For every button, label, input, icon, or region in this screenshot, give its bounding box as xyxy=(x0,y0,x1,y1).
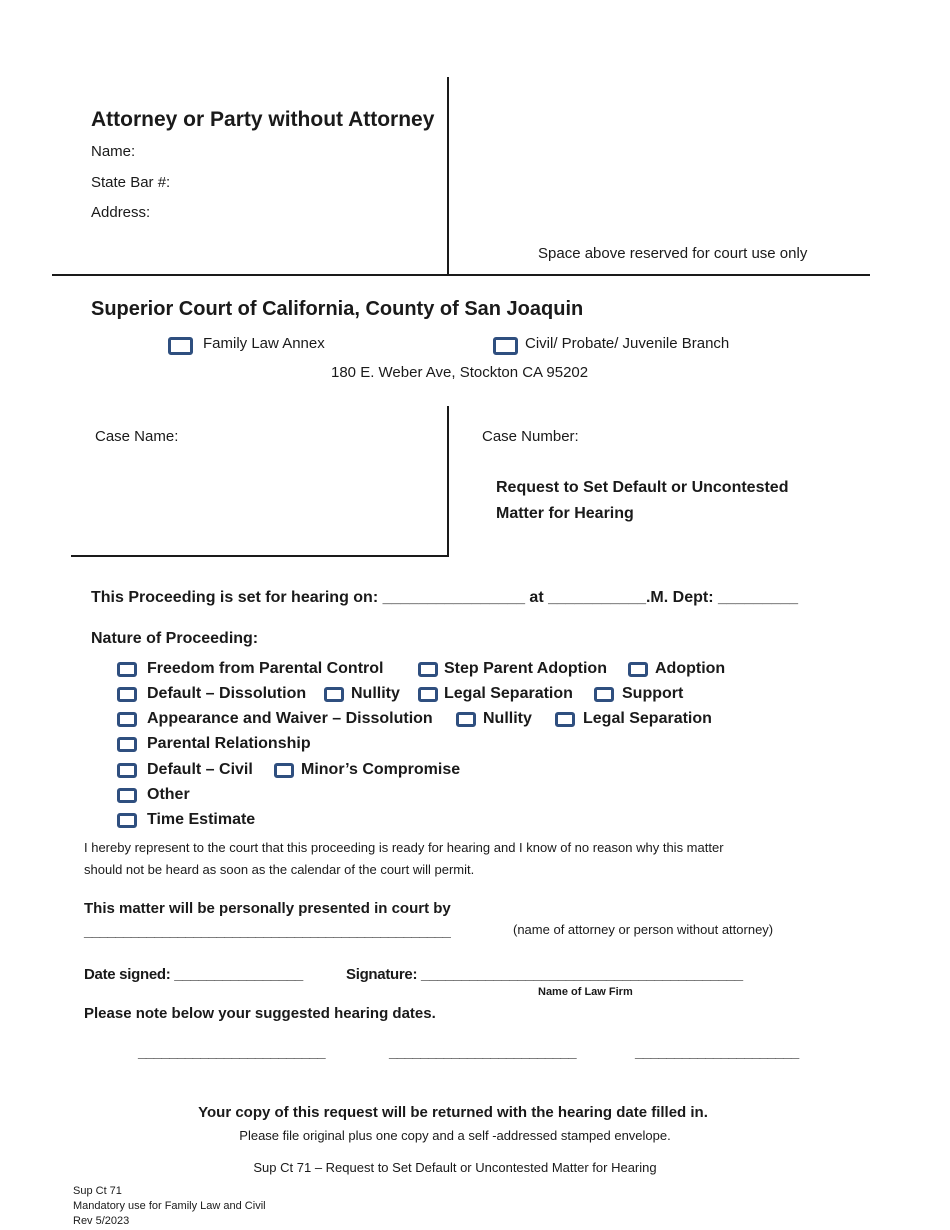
attorney-name-label: Name: xyxy=(91,143,136,160)
case-vertical-divider xyxy=(447,406,449,556)
representation-line2: should not be heard as soon as the calendar of the court will permit. xyxy=(84,862,475,877)
freedom-label: Freedom from Parental Control xyxy=(147,660,384,677)
state-bar-label: State Bar #: xyxy=(91,174,171,191)
legal-separation-checkbox-1[interactable] xyxy=(418,687,438,702)
parental-relationship-label: Parental Relationship xyxy=(147,735,311,752)
family-law-annex-checkbox[interactable] xyxy=(168,337,193,355)
address-label: Address: xyxy=(91,204,151,221)
appearance-checkbox[interactable] xyxy=(117,712,137,727)
court-address: 180 E. Weber Ave, Stockton CA 95202 xyxy=(331,364,589,381)
header-vertical-divider xyxy=(447,77,449,275)
signature-field[interactable]: Signature: ________________________________________ xyxy=(346,966,743,983)
date-signed-field[interactable]: Date signed: ________________ xyxy=(84,966,303,983)
presenter-label: This matter will be personally presented in court by xyxy=(84,900,451,917)
form-id: Sup Ct 71 xyxy=(73,1185,122,1197)
law-firm-label: Name of Law Firm xyxy=(538,986,633,998)
nullity-label-2: Nullity xyxy=(483,710,532,727)
case-bottom-rule xyxy=(71,555,449,557)
civil-branch-label: Civil/ Probate/ Juvenile Branch xyxy=(525,335,730,352)
case-number-label: Case Number: xyxy=(482,428,579,445)
support-label: Support xyxy=(622,685,684,702)
revision-date: Rev 5/2023 xyxy=(73,1215,130,1227)
mandatory-use-note: Mandatory use for Family Law and Civil xyxy=(73,1200,266,1212)
presenter-blank[interactable]: _______________________________________________ xyxy=(84,923,451,940)
file-original-note: Please file original plus one copy and a self -addressed stamped envelope. xyxy=(239,1128,671,1143)
family-law-annex-label: Family Law Annex xyxy=(203,335,325,352)
suggested-date-1[interactable]: ________________________ xyxy=(138,1044,326,1061)
attorney-heading: Attorney or Party without Attorney xyxy=(91,108,435,131)
time-estimate-checkbox[interactable] xyxy=(117,813,137,828)
court-use-note: Space above reserved for court use only xyxy=(538,245,808,262)
court-title: Superior Court of California, County of San Joaquin xyxy=(91,298,584,320)
hearing-line[interactable]: This Proceeding is set for hearing on: ________________ at ___________.M. Dept: _________ xyxy=(91,589,799,606)
form-title-line2: Matter for Hearing xyxy=(496,505,634,522)
suggested-date-2[interactable]: ________________________ xyxy=(389,1044,577,1061)
copy-return-note: Your copy of this request will be returned with the hearing date filled in. xyxy=(198,1104,708,1121)
representation-line1: I hereby represent to the court that this proceeding is ready for hearing and I know of no reason why this matter xyxy=(84,840,724,855)
default-dissolution-label: Default – Dissolution xyxy=(147,685,307,702)
support-checkbox[interactable] xyxy=(594,687,614,702)
time-estimate-label: Time Estimate xyxy=(147,811,256,828)
other-label: Other xyxy=(147,786,190,803)
default-dissolution-checkbox[interactable] xyxy=(117,687,137,702)
header-bottom-rule xyxy=(52,274,870,276)
form-caption: Sup Ct 71 – Request to Set Default or Uncontested Matter for Hearing xyxy=(253,1160,657,1175)
form-title-line1: Request to Set Default or Uncontested xyxy=(496,479,789,496)
nullity-checkbox-1[interactable] xyxy=(324,687,344,702)
presenter-hint: (name of attorney or person without attorney) xyxy=(513,922,774,937)
default-civil-checkbox[interactable] xyxy=(117,763,137,778)
suggested-dates-label: Please note below your suggested hearing dates. xyxy=(84,1005,436,1022)
adoption-checkbox[interactable] xyxy=(628,662,648,677)
adoption-label: Adoption xyxy=(655,660,726,677)
appearance-label: Appearance and Waiver – Dissolution xyxy=(147,710,433,727)
nullity-label-1: Nullity xyxy=(351,685,400,702)
step-parent-checkbox[interactable] xyxy=(418,662,438,677)
step-parent-label: Step Parent Adoption xyxy=(444,660,607,677)
nullity-checkbox-2[interactable] xyxy=(456,712,476,727)
case-name-label: Case Name: xyxy=(95,428,179,445)
legal-separation-label-1: Legal Separation xyxy=(444,685,573,702)
nature-heading: Nature of Proceeding: xyxy=(91,630,259,647)
legal-separation-checkbox-2[interactable] xyxy=(555,712,575,727)
freedom-checkbox[interactable] xyxy=(117,662,137,677)
minors-compromise-checkbox[interactable] xyxy=(274,763,294,778)
legal-separation-label-2: Legal Separation xyxy=(583,710,712,727)
default-civil-label: Default – Civil xyxy=(147,761,253,778)
parental-relationship-checkbox[interactable] xyxy=(117,737,137,752)
other-checkbox[interactable] xyxy=(117,788,137,803)
minors-compromise-label: Minor’s Compromise xyxy=(301,761,461,778)
suggested-date-3[interactable]: _____________________ xyxy=(635,1044,799,1061)
civil-branch-checkbox[interactable] xyxy=(493,337,518,355)
